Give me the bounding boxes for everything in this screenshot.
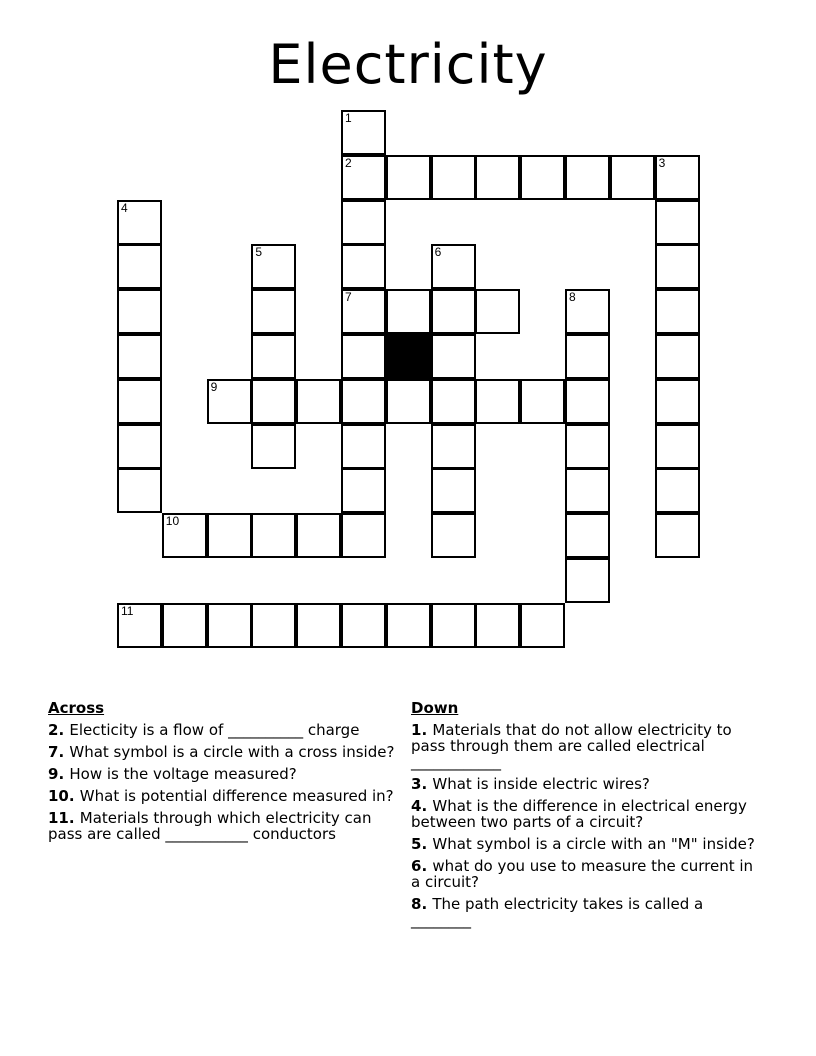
across-heading: Across — [48, 699, 105, 717]
clue-text: How is the voltage measured? — [69, 765, 297, 783]
grid-cell[interactable] — [117, 379, 162, 424]
grid-cell[interactable] — [431, 334, 476, 379]
across-clue: 10. What is potential difference measured in? — [48, 787, 394, 805]
grid-cell[interactable] — [341, 155, 386, 200]
grid-cell[interactable] — [655, 200, 700, 245]
clue-number: 10 — [48, 787, 69, 805]
clue-number: 1 — [411, 721, 422, 739]
clue-number: 6 — [411, 857, 422, 875]
clue-number: 9 — [210, 379, 218, 394]
clue-text: What symbol is a circle with a cross inside? — [69, 743, 395, 761]
clue-text: The path electricity takes is called a ________ — [411, 895, 704, 929]
grid-cell[interactable] — [251, 244, 296, 289]
puzzle-title: Electricity — [268, 33, 548, 96]
across-clue: 9. How is the voltage measured? — [48, 765, 297, 783]
clue-number: 5 — [411, 835, 422, 853]
grid-cell[interactable] — [475, 379, 520, 424]
down-heading: Down — [411, 699, 459, 717]
grid-cell[interactable] — [386, 603, 431, 648]
clue-number: 8 — [569, 290, 576, 305]
clue-number: 6 — [434, 245, 442, 260]
down-clue: 1. Materials that do not allow electricity to pass through them are called electrical ____________ — [411, 721, 732, 771]
grid-cell[interactable] — [117, 424, 162, 469]
clue-text: Electicity is a flow of __________ charge — [69, 721, 360, 739]
grid-cell[interactable] — [565, 155, 610, 200]
grid-cell[interactable] — [251, 379, 296, 424]
clue-number: 3 — [658, 155, 666, 170]
grid-cell[interactable] — [475, 155, 520, 200]
across-clue: 7. What symbol is a circle with a cross inside? — [48, 743, 395, 761]
grid-cell[interactable] — [565, 513, 610, 558]
grid-cell[interactable] — [565, 424, 610, 469]
grid-cell[interactable] — [117, 468, 162, 513]
grid-cell[interactable] — [251, 603, 296, 648]
clue-number: 7 — [48, 743, 59, 761]
grid-cell[interactable] — [341, 468, 386, 513]
clue-number: 1 — [345, 111, 352, 125]
down-clue: 8. The path electricity takes is called a ________ — [411, 895, 704, 929]
clue-number: 5 — [255, 245, 263, 260]
grid-cell[interactable] — [341, 513, 386, 558]
grid-cell[interactable] — [341, 289, 386, 334]
grid-cell[interactable] — [565, 379, 610, 424]
clue-text: Materials that do not allow electricity to pass through them are called electrical ____________ — [411, 721, 732, 771]
clue-number: 4 — [411, 797, 422, 815]
grid-cell[interactable] — [431, 155, 476, 200]
grid-cell[interactable] — [341, 200, 386, 245]
grid-cell[interactable] — [386, 155, 431, 200]
grid-cell[interactable] — [431, 289, 476, 334]
grid-cell[interactable] — [610, 155, 655, 200]
clue-number: 10 — [165, 514, 180, 529]
grid-cell[interactable] — [341, 110, 386, 155]
clue-number: 7 — [345, 290, 352, 305]
grid-cell[interactable] — [520, 379, 565, 424]
grid-cell[interactable] — [565, 334, 610, 379]
grid-cell[interactable] — [655, 155, 700, 200]
down-clue: 3. What is inside electric wires? — [411, 775, 650, 793]
clue-text: What is inside electric wires? — [432, 775, 650, 793]
down-clue: 5. What symbol is a circle with an "M" inside? — [411, 835, 755, 853]
grid-cell[interactable] — [341, 603, 386, 648]
grid-cell[interactable] — [251, 513, 296, 558]
grid-cell[interactable] — [520, 155, 565, 200]
clue-text: what do you use to measure the current in a circuit? — [411, 857, 754, 891]
grid-cell[interactable] — [207, 513, 252, 558]
grid-cell[interactable] — [117, 200, 162, 245]
grid-cell[interactable] — [341, 424, 386, 469]
clue-text: What symbol is a circle with an "M" inside? — [432, 835, 755, 853]
grid-cell[interactable] — [162, 603, 207, 648]
clue-number: 8 — [411, 895, 422, 913]
across-clue-list — [48, 722, 398, 842]
clue-number: 11 — [121, 603, 134, 618]
grid-cell[interactable] — [251, 334, 296, 379]
grid-cell[interactable] — [655, 379, 700, 424]
grid-cell[interactable] — [655, 513, 700, 558]
clue-text: What is the difference in electrical energy between two parts of a circuit? — [411, 797, 747, 831]
grid-cell[interactable] — [386, 289, 431, 334]
clue-number: 9 — [48, 765, 59, 783]
across-clue: 11. Materials through which electricity can pass are called ___________ conductors — [48, 809, 372, 843]
grid-cell[interactable] — [207, 379, 252, 424]
clue-text: What is potential difference measured in? — [79, 787, 394, 805]
grid-cell[interactable] — [565, 558, 610, 603]
clue-number: 2 — [48, 721, 59, 739]
grid-cell[interactable] — [475, 289, 520, 334]
grid-cell[interactable] — [341, 244, 386, 289]
down-clues — [411, 700, 761, 934]
black-cell — [386, 334, 431, 379]
grid-cell[interactable] — [655, 334, 700, 379]
grid-cell[interactable] — [296, 603, 341, 648]
grid-cell[interactable] — [565, 468, 610, 513]
grid-cell[interactable] — [117, 289, 162, 334]
grid-cell[interactable] — [431, 468, 476, 513]
grid-cell[interactable] — [296, 379, 341, 424]
grid-cell[interactable] — [296, 513, 341, 558]
across-clues — [48, 700, 398, 848]
grid-cell[interactable] — [386, 379, 431, 424]
grid-cell[interactable] — [117, 244, 162, 289]
grid-cell[interactable] — [251, 289, 296, 334]
grid-cell[interactable] — [431, 379, 476, 424]
clue-number: 2 — [345, 155, 352, 170]
grid-cell[interactable] — [655, 468, 700, 513]
grid-cell[interactable] — [117, 334, 162, 379]
across-clue: 2. Electicity is a flow of __________ charge — [48, 721, 360, 739]
grid-cell[interactable] — [162, 513, 207, 558]
grid-cell[interactable] — [655, 424, 700, 469]
grid-cell[interactable] — [520, 603, 565, 648]
grid-cell[interactable] — [655, 244, 700, 289]
grid-cell[interactable] — [431, 424, 476, 469]
grid-cell[interactable] — [431, 603, 476, 648]
grid-cell[interactable] — [431, 244, 476, 289]
grid-cell[interactable] — [565, 289, 610, 334]
grid-cell[interactable] — [341, 334, 386, 379]
grid-cell[interactable] — [341, 379, 386, 424]
grid-cell[interactable] — [475, 603, 520, 648]
down-clue: 4. What is the difference in electrical energy between two parts of a circuit? — [411, 797, 747, 831]
grid-cell[interactable] — [117, 603, 162, 648]
clue-number: 4 — [121, 200, 128, 215]
clue-number: 11 — [48, 809, 69, 827]
grid-cell[interactable] — [655, 289, 700, 334]
clue-number: 3 — [411, 775, 422, 793]
grid-cell[interactable] — [251, 424, 296, 469]
down-clue-list — [411, 722, 761, 928]
clue-text: Materials through which electricity can pass are called ___________ conductors — [48, 809, 372, 843]
down-clue: 6. what do you use to measure the current in a circuit? — [411, 857, 754, 891]
grid-cell[interactable] — [207, 603, 252, 648]
grid-cell[interactable] — [431, 513, 476, 558]
